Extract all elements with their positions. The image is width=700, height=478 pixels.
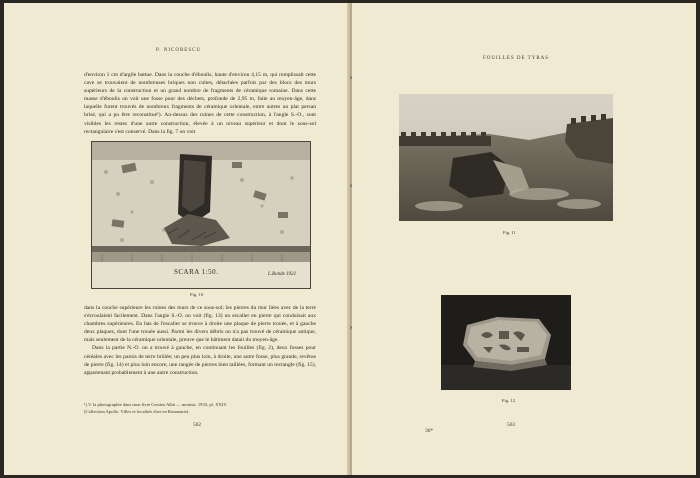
right-running-head: FOUILLES DE TYRAS [483, 56, 550, 61]
figure-10-sketch [91, 141, 311, 289]
left-page [4, 3, 350, 475]
right-folio: 563 [507, 422, 516, 428]
figure-signature: L.Bonde 1922 [268, 272, 297, 277]
left-folio: 562 [193, 422, 202, 428]
stitch-mark: › [349, 180, 353, 190]
stitch-mark: › [349, 322, 353, 332]
figure-12-caption: Fig. 12 [502, 398, 516, 403]
figure-10-caption: Fig. 10 [190, 292, 204, 297]
paragraph: d'environ 1 cm d'argile battue. Dans la couche d'éboulis, haute d'environ 4,15 m, qui remplissait cette cave se trouvaient de nombreuses briques non cuites, détachées parfois par des blocs des murs supérieurs de la construction et un grand nombre de fragments de céramique romaine. Dans cette masse d'éboulis on voit une fosse pour des déchets, profonde de 2,95 m, faite au moyen-âge, dans laquelle furent trouvés de nombreux fragments de céramique orientale, entre autres un plat persan brisé, qui a pu être reconstitué¹). Au-dessus des ruines de cette construction, à l'angle S.-O., sont visibles les restes d'une autre construction, élevée à un niveau supérieur et dont le sous-sol rectangulaire s'est conservé. Dans la fig. 7 on voit [84, 72, 316, 135]
figure-11-photo [399, 94, 613, 221]
left-running-head: P. NICORESCU [156, 48, 202, 53]
book-spread [4, 3, 696, 475]
left-body-top [84, 71, 316, 135]
figure-scale-inscription: SCARA 1:50. [174, 268, 219, 276]
ruins-photo [399, 94, 613, 221]
signature-mark: 36* [425, 428, 434, 434]
right-page [352, 3, 696, 475]
stitch-mark: › [349, 72, 353, 82]
footnote-line: (Collection Apollo. Villes et localités d'art en Roumanie). [84, 408, 190, 414]
footnote [84, 402, 316, 415]
sketch-drawing [92, 142, 310, 288]
paragraph: Dans la partie N.-O. on a trouvé à gauche, en continuant les fouilles (fig. 2), deux fosses pour céréales avec les parois de terre brûlée; un peu plus loin, à droite, une autre fosse, plus grande, revêtue de pierre (fig. 14) et plus loin encore, une rangée de pierres bien taillées, formant un rectangle (fig. 15), appartenant probablement à une autre construction. [84, 345, 316, 376]
paragraph: dans la couche supérieure les ruines des murs de ce sous-sol; les pierres du mur liées avec de la terre s'écroulaient facilement. Dans l'angle S.-O. on voit (fig. 13) un escalier en pierre qui conduisait aux chambres supérieures. En bas de l'escalier se trouve à droite une plaque de pierre trouée, et à gauche deux plaques, dont l'une trouée aussi. Parmi les divers débris on n'a pas trouvé de céramique antique, mais seulement de la céramique orientale, preuve que le bâtiment datait du moyen-âge. [84, 305, 316, 344]
figure-12-photo [441, 295, 571, 390]
inscribed-stone-photo [441, 295, 571, 390]
figure-11-caption: Fig. 11 [503, 230, 516, 235]
footnote-line: ¹) V. la photographie dans mon livre Cetatea Albă — monisti, 1933, pl. XXIV. [84, 402, 228, 407]
left-body-bottom [84, 304, 316, 400]
